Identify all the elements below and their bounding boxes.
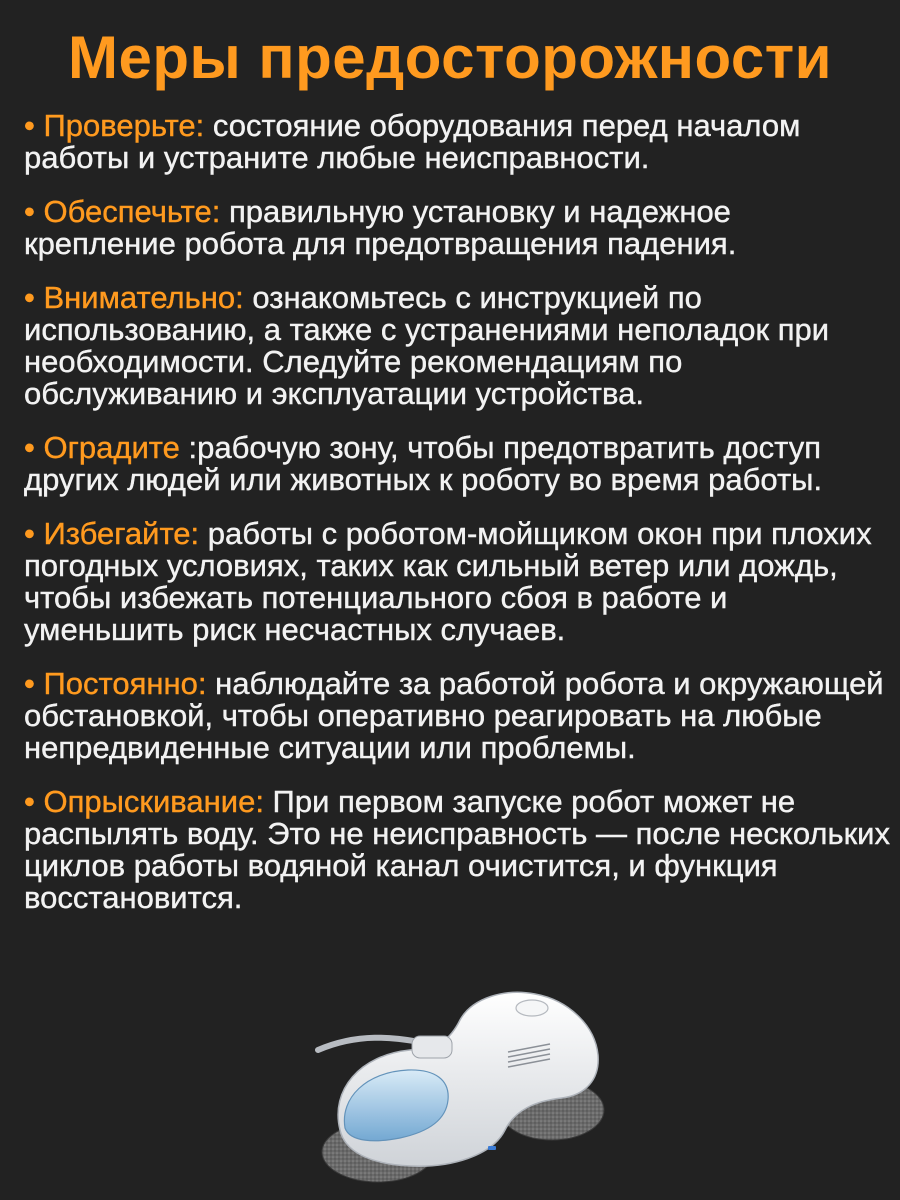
item-text: состояние оборудования перед началом работы и устраните любые неисправности.	[24, 108, 801, 175]
cable-connector	[412, 1036, 452, 1058]
precautions-list	[24, 110, 890, 936]
list-item	[24, 518, 890, 646]
item-key: Опрыскивание:	[43, 784, 264, 819]
list-item	[24, 786, 890, 914]
list-item	[24, 282, 890, 410]
bullet-icon: •	[24, 194, 35, 229]
item-key: Постоянно:	[43, 666, 207, 701]
bullet-icon: •	[24, 108, 35, 143]
item-key: Оградите	[43, 430, 180, 465]
item-text: При первом запуске робот может не распылять воду. Это не неисправность — после нескольких циклов работы водяной канал очистится, и функция восстановится.	[24, 784, 891, 915]
bullet-icon: •	[24, 516, 35, 551]
item-key: Обеспечьте:	[43, 194, 221, 229]
item-key: Внимательно:	[43, 280, 244, 315]
item-key: Избегайте:	[43, 516, 200, 551]
page-title: Меры предосторожности	[67, 24, 832, 91]
bullet-icon: •	[24, 430, 35, 465]
list-item	[24, 432, 890, 496]
power-button-icon	[516, 1000, 548, 1016]
bullet-icon: •	[24, 280, 35, 315]
item-text: правильную установку и надежное крепление робота для предотвращения падения.	[24, 194, 737, 261]
list-item	[24, 110, 890, 174]
item-text: ознакомьтесь с инструкцией по использованию, а также с устранениями неполадок при необходимости. Следуйте рекомендациям по обслуживанию и эксплуатации устройства.	[24, 280, 830, 411]
status-light-icon	[488, 1146, 496, 1150]
bullet-icon: •	[24, 666, 35, 701]
item-text: наблюдайте за работой робота и окружающей обстановкой, чтобы оперативно реагировать на любые непредвиденные ситуации или проблемы.	[24, 666, 884, 765]
list-item	[24, 668, 890, 764]
item-key: Проверьте:	[43, 108, 205, 143]
item-text: работы с роботом-мойщиком окон при плохих погодных условиях, таких как сильный ветер или дождь, чтобы избежать потенциального сбоя в работе и уменьшить риск несчастных случаев.	[24, 516, 872, 647]
bullet-icon: •	[24, 784, 35, 819]
list-item	[24, 196, 890, 260]
item-text: :рабочую зону, чтобы предотвратить доступ других людей или животных к роботу во время работы.	[24, 430, 823, 497]
robot-image	[300, 980, 620, 1190]
